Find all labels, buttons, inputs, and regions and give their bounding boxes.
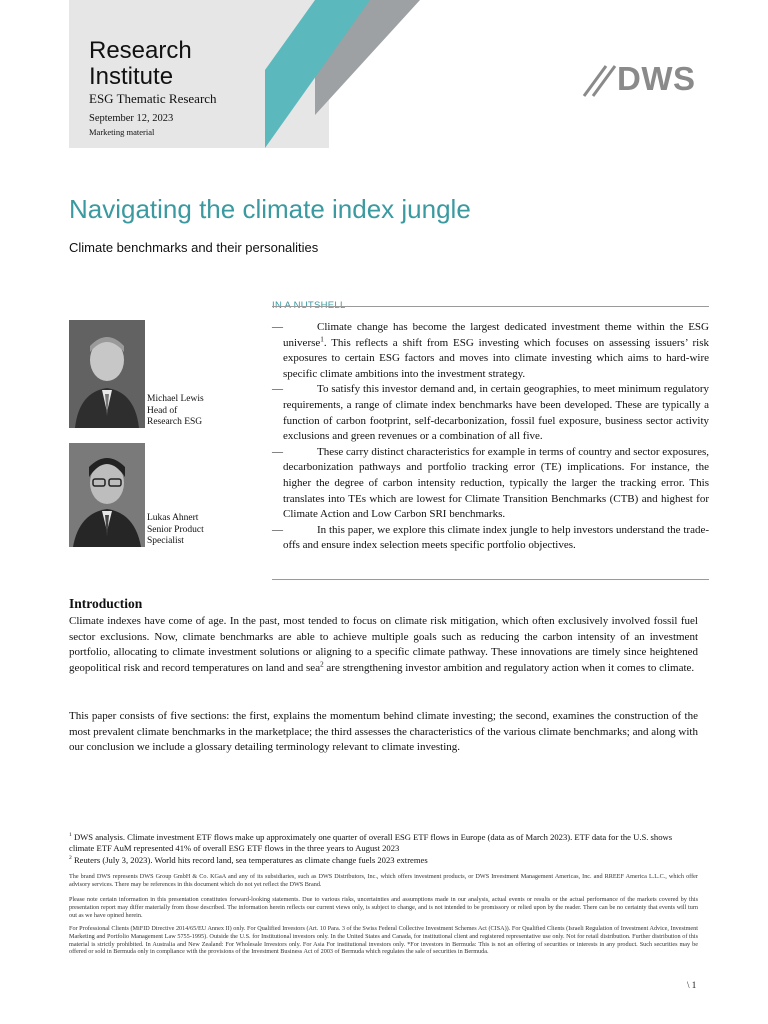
nutshell-list [272,320,709,554]
publication-date: September 12, 2023 [89,113,174,124]
disclaimer-audience: For Professional Clients (MiFID Directive 2014/65/EU Annex II) only. For Qualified Investors (Art. 10 Para. 3 of the Swiss Federal Collective Investment Schemes Act (CISA)). For Qualified Clients (Israeli Regulation of Investment Advice, Investment Marketing and Portfolio Management Law 5755-1995). Outside the U.S. for Institutional investors only. In the United States and Canada, for institutional client and registered representative use only. Not for retail distribution. Further distribution of this material is strictly prohibited. In Australia and New Zealand: For Wholesale Investors only. For Asia For institutional investors only. *For investors in Bermuda: This is not an offering of securities or interests in any product. Such securities may be offered or sold in Bermuda only in compliance with the provisions of the Investment Business Act of 2003 of Bermuda which regulates the sale of securities in Bermuda. [69,925,698,956]
section-heading-introduction: Introduction [69,596,143,611]
author-photo-lukas-ahnert [69,443,145,547]
author-photo-michael-lewis [69,320,145,428]
list-item: — In this paper, we explore this climate index jungle to help investors understand the trade-offs and ensure index selection meets specific portfolio objectives. [272,523,709,552]
list-item: — Climate change has become the largest dedicated investment theme within the ESG universe$^1$. This reflects a shift from ESG investing which focuses on assessing issuers’ risk exposures to certain ESG factors and moves into climate investing which aims to hard-wire specific climate ambitions into the investment strategy. [272,321,709,380]
intro-paragraph-2: This paper consists of five sections: the first, explains the momentum behind climate investing; the second, examines the construction of the most prevalent climate benchmarks in the marketplace; the third assesses the characteristics of the various climate benchmarks; and along with our conclusion we include a glossary detailing terminology relevant to climate investing. [69,710,698,754]
page-subtitle: Climate benchmarks and their personalities [69,240,319,255]
page-number: \ 1 [687,980,697,990]
marketing-label: Marketing material [89,127,155,137]
nutshell-divider-top [272,306,709,307]
author-name: Lukas Ahnert [147,513,199,523]
author-caption-michael-lewis: Michael Lewis Head of Research ESG [147,394,204,427]
author-caption-lukas-ahnert: Lukas Ahnert Senior Product Specialist [147,513,204,546]
author-name: Michael Lewis [147,394,204,404]
disclaimer-brand: The brand DWS represents DWS Group GmbH & Co. KGaA and any of its subsidiaries, such as DWS Distributors, Inc., which offers investment products, or DWS Investment Management Americas, Inc. and RREEF America L.L.C., which offer advisory services. There may be references in this document which do not yet reflect the DWS Brand. [69,873,698,888]
disclaimer-forward-looking: Please note certain information in this presentation constitutes forward-looking statements. Due to various risks, uncertainties and assumptions made in our analysis, actual events or results or the actual performance of the markets covered by this presentation report may differ materially from those described. The information herein reflects our current views only, is subject to change, and is not intended to be promissory or relied upon by the reader. There can be no certainty that events will turn out as we have opined herein. [69,896,698,919]
list-item: — These carry distinct characteristics for example in terms of country and sector exposures, decarbonization pathways and portfolio tracking error (TE) implications. For instance, the higher the degree of carbon intensity reduction, typically the larger the tracking error. This translates into TEs which are lowest for Climate Transition Benchmarks (CTB) and highest for Climate Action and Low Carbon SRI benchmarks. [272,445,709,521]
dws-logo: DWS [617,60,696,97]
intro-paragraph-1: Climate indexes have come of age. In the past, most tended to focus on climate risk mitigation, which often exclusively involved fossil fuel sector exclusions. Now, climate benchmarks are able to achieve multiple goals such as reducing the carbon intensity of an investment portfolio, allocating to climate investment solutions or aligning to a specific climate pathway. These innovations are timely since heightened geopolitical risk and record temperatures on land and sea$^2$ are strengthening investor ambition and regulatory action when it comes to climate. [69,615,698,674]
footnote-1: $^1$ DWS analysis. Climate investment ETF flows make up approximately one quarter of overall ESG ETF flows in Europe (data as of March 2023). ETF data for the U.S. shows climate ETF AuM represented 41% of overall ESG ETF flows in the three years to August 2023 [69,832,673,853]
page-title: Navigating the climate index jungle [69,194,471,224]
footnote-2: $^2$ Reuters (July 3, 2023). World hits record land, sea temperatures as climate change fuels 2023 extremes [69,855,428,865]
institute-name: Research Institute [89,37,192,90]
nutshell-divider-bottom [272,579,709,580]
list-item: — To satisfy this investor demand and, in certain geographies, to meet minimum regulatory requirements, a range of climate index benchmarks have been developed. These are typically a function of carbon footprint, self-decarbonization, fossil fuel exposure, business sector activity exclusions and green revenues or a combination of all five. [272,383,709,443]
series-label: ESG Thematic Research [89,91,217,106]
dws-logo-icon [582,62,618,98]
